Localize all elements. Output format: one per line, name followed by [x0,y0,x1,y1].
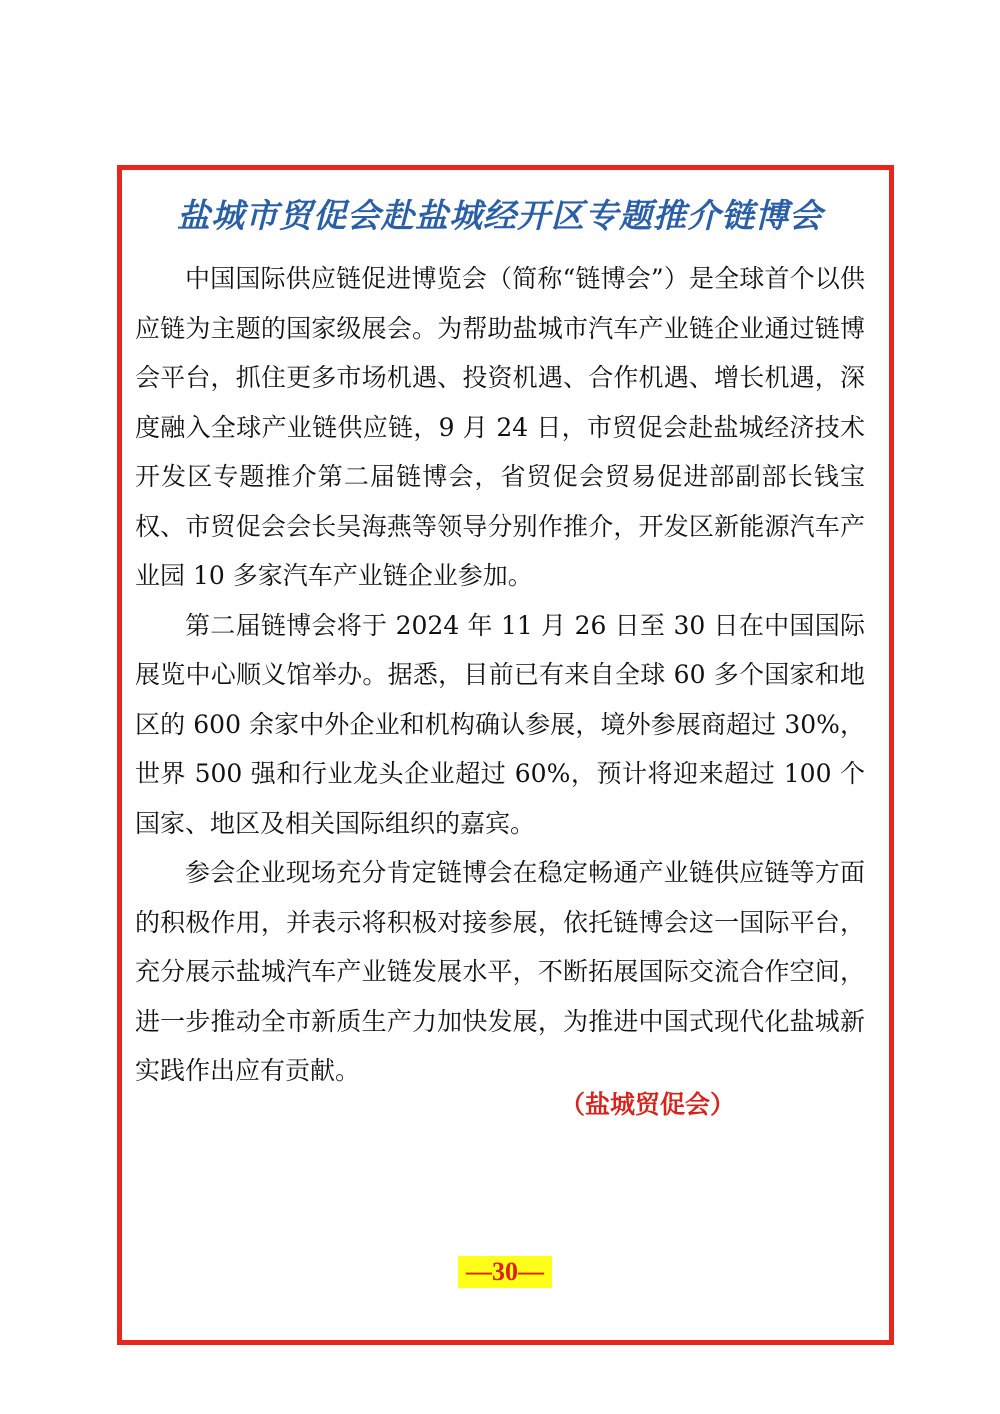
paragraph-2: 第二届链博会将于 2024 年 11 月 26 日至 30 日在中国国际展览中心顺义馆举办。据悉，目前已有来自全球 60 多个国家和地区的 600 余家中外企业和机构确认参展，境外参展商超过 30%，世界 500 强和行业龙头企业超过 60%，预计将迎来超过 100 个国家、地区及相关国际组织的嘉宾。 [135,610,865,838]
page-number: —30— [458,1256,552,1288]
article-body [135,254,865,1096]
paragraph-1: 中国国际供应链促进博览会（简称“链博会”）是全球首个以供应链为主题的国家级展会。为帮助盐城市汽车产业链企业通过链博会平台，抓住更多市场机遇、投资机遇、合作机遇、增长机遇，深度融入全球产业链供应链，9 月 24 日，市贸促会赴盐城经济技术开发区专题推介第二届链博会，省贸促会贸易促进部副部长钱宝权、市贸促会会长吴海燕等领导分别作推介，开发区新能源汽车产业园 10 多家汽车产业链企业参加。 [135,264,865,590]
author-signature: （盐城贸促会） [560,1090,736,1119]
paragraph-3: 参会企业现场充分肯定链博会在稳定畅通产业链供应链等方面的积极作用，并表示将积极对接参展，依托链博会这一国际平台，充分展示盐城汽车产业链发展水平，不断拓展国际交流合作空间，进一步推动全市新质生产力加快发展，为推进中国式现代化盐城新实践作出应有贡献。 [135,858,865,1085]
article-title: 盐城市贸促会赴盐城经开区专题推介链博会 [177,196,823,235]
